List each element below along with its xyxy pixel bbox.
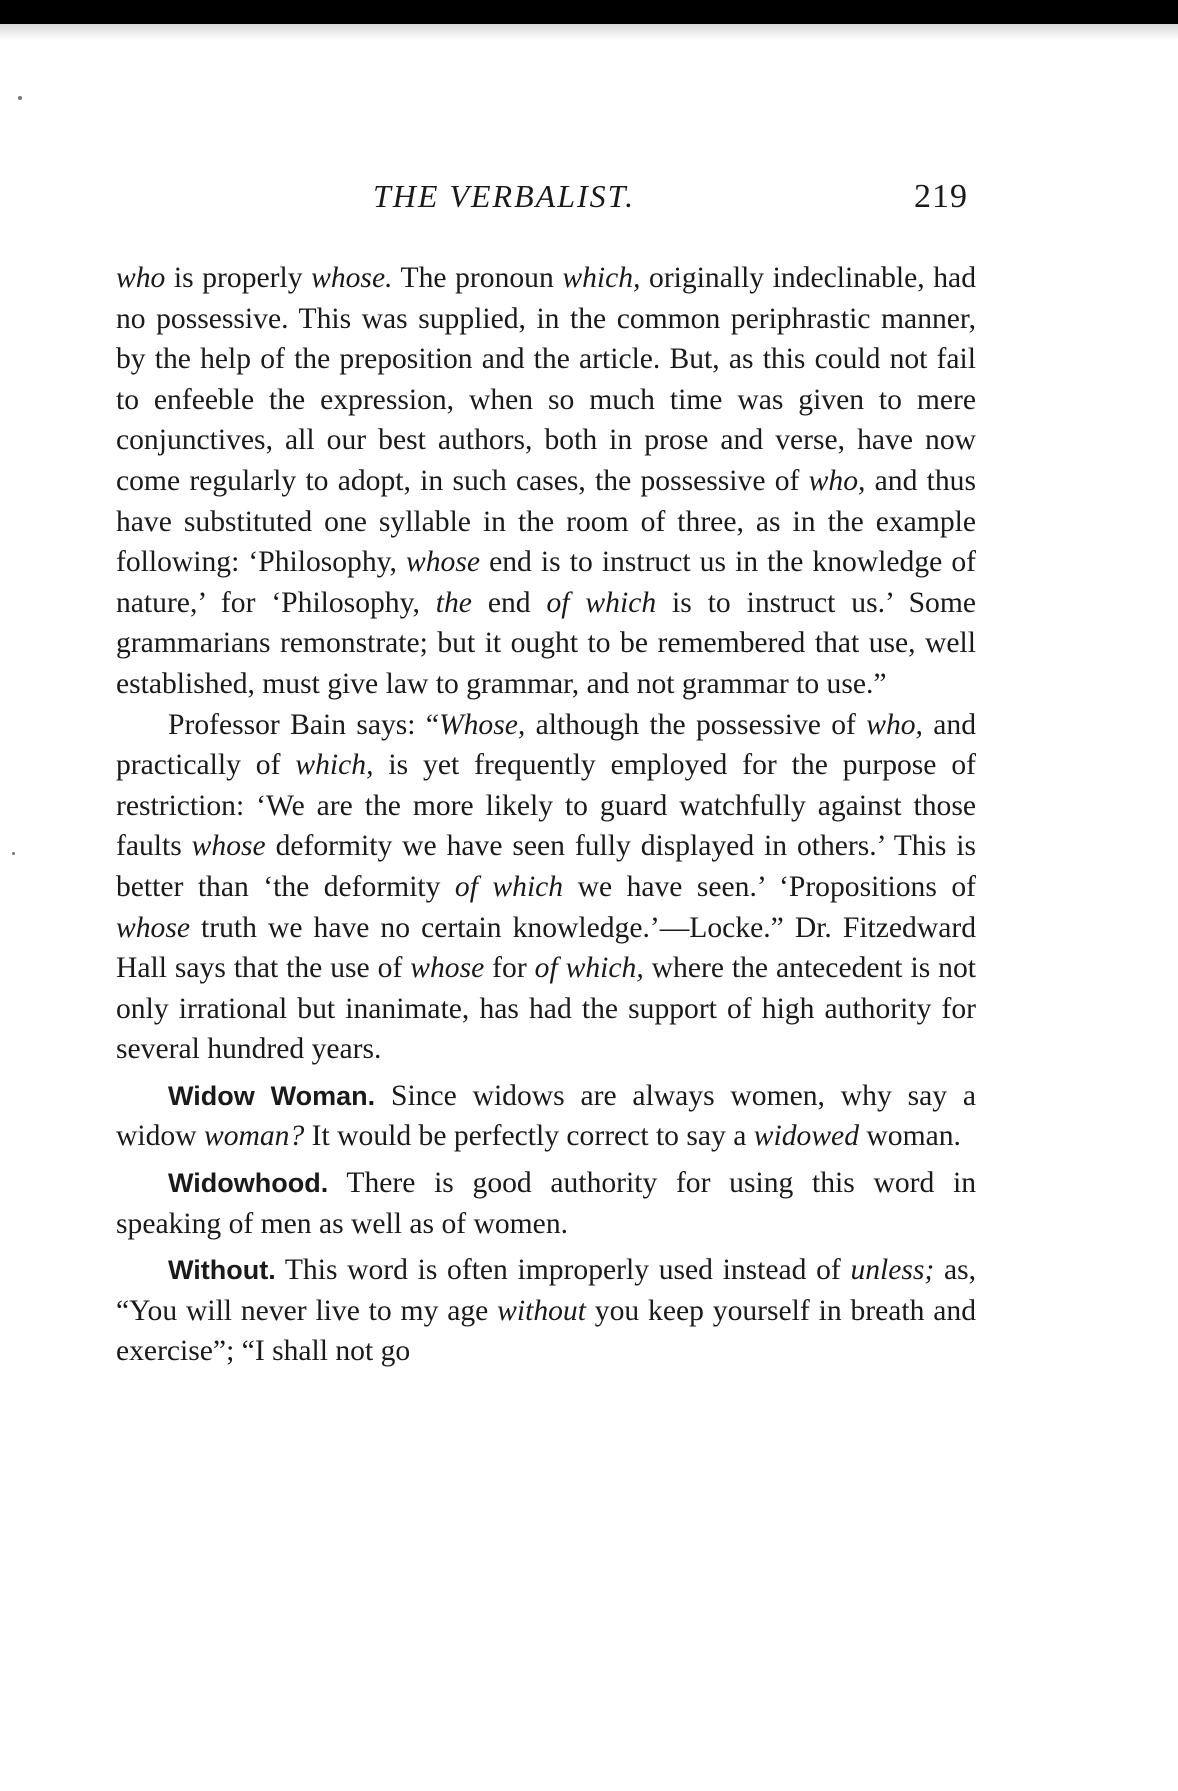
italic-term: whose — [410, 952, 485, 985]
text-run: although the possessive of — [525, 708, 867, 741]
entry-widow-woman — [116, 1076, 976, 1157]
page-text — [116, 258, 976, 1372]
italic-term: without — [497, 1294, 586, 1327]
italic-term: of which, — [534, 952, 644, 985]
italic-term: who — [116, 262, 166, 294]
text-run: we have seen.’ ‘Propositions of — [563, 870, 976, 903]
text-run: woman. — [859, 1120, 961, 1153]
paragraph-continued — [116, 258, 976, 705]
text-run: is properly — [165, 262, 312, 294]
entry-headword: Without. — [168, 1255, 276, 1286]
text-run: is yet frequently employed for the purpose of restriction: ‘We are the more likely to guard watchfully against those faults — [116, 749, 977, 863]
italic-term: widowed — [753, 1120, 859, 1153]
running-title: THE VERBALIST. — [373, 178, 636, 214]
italic-term: who, — [808, 464, 866, 497]
text-run: originally indeclinable, had no possessive. This was supplied, in the common periphrastic manner, by the help of the preposition and the article. But, as this could not fail to enfeeble the expression, when so much time was given to mere conjunctives, all our best authors, both in prose and verse, have now come regularly to adopt, in such cases, the possessive of — [116, 262, 976, 497]
entry-headword: Widow Woman. — [168, 1080, 376, 1111]
text-run: for — [484, 952, 535, 985]
text-run: is to instruct us.’ Some grammarians remonstrate; but it ought to be remembered that use, well established, must give law to grammar, and not grammar to use.” — [116, 586, 976, 700]
text-run: you keep yourself in breath and exercise”; “I shall not go — [116, 1294, 976, 1368]
scan-top-shadow — [0, 24, 1178, 40]
text-run: deformity we have seen fully displayed in others.’ This is better than ‘the deformity — [116, 830, 976, 903]
entry-headword: Widowhood. — [168, 1168, 329, 1199]
text-run: and thus have substituted one syllable in the room of three, as in the example following: ‘Philosophy, — [116, 464, 976, 579]
italic-term: woman? — [203, 1120, 305, 1153]
italic-term: of which — [454, 870, 564, 903]
italic-term: whose — [406, 546, 480, 579]
italic-term: the — [435, 586, 472, 619]
entry-widowhood — [116, 1163, 976, 1244]
page-number: 219 — [914, 178, 968, 215]
italic-term: Whose, — [438, 708, 526, 741]
text-run: The pronoun — [392, 262, 563, 294]
text-run: truth we have no certain knowledge.’—Locke.” Dr. Fitzedward Hall says that the use of — [116, 911, 976, 985]
italic-term: whose — [191, 830, 266, 863]
italic-term: who, — [866, 708, 923, 741]
text-run: It would be perfectly correct to say a — [304, 1120, 754, 1153]
italic-term: of which — [546, 586, 657, 619]
text-run: end is to instruct us in the knowledge of nature,’ for ‘Philosophy, — [116, 546, 977, 619]
text-run: where the antecedent is not only irrational but inanimate, has had the support of high authority for several hundred years. — [116, 952, 976, 1066]
italic-term: whose. — [311, 262, 393, 294]
text-run: as, “You will never live to my age — [116, 1254, 977, 1327]
paragraph-bain-quote — [116, 705, 976, 1070]
italic-term: which, — [295, 749, 374, 782]
italic-term: unless; — [850, 1254, 935, 1287]
italic-term: whose — [116, 911, 190, 944]
scan-speck — [12, 852, 15, 855]
scan-speck — [18, 96, 22, 100]
text-run: This word is often improperly used instead of — [275, 1254, 851, 1287]
text-run: Since widows are always women, why say a widow — [116, 1079, 976, 1153]
entry-without — [116, 1250, 976, 1372]
italic-term: which, — [562, 262, 641, 294]
text-run: There is good authority for using this word in speaking of men as well as of women. — [116, 1167, 976, 1240]
text-run: Professor Bain says: “ — [168, 708, 439, 741]
text-run: and practically of — [116, 708, 976, 782]
scan-top-border — [0, 0, 1178, 24]
running-head — [118, 178, 968, 224]
text-run: end — [471, 586, 547, 619]
